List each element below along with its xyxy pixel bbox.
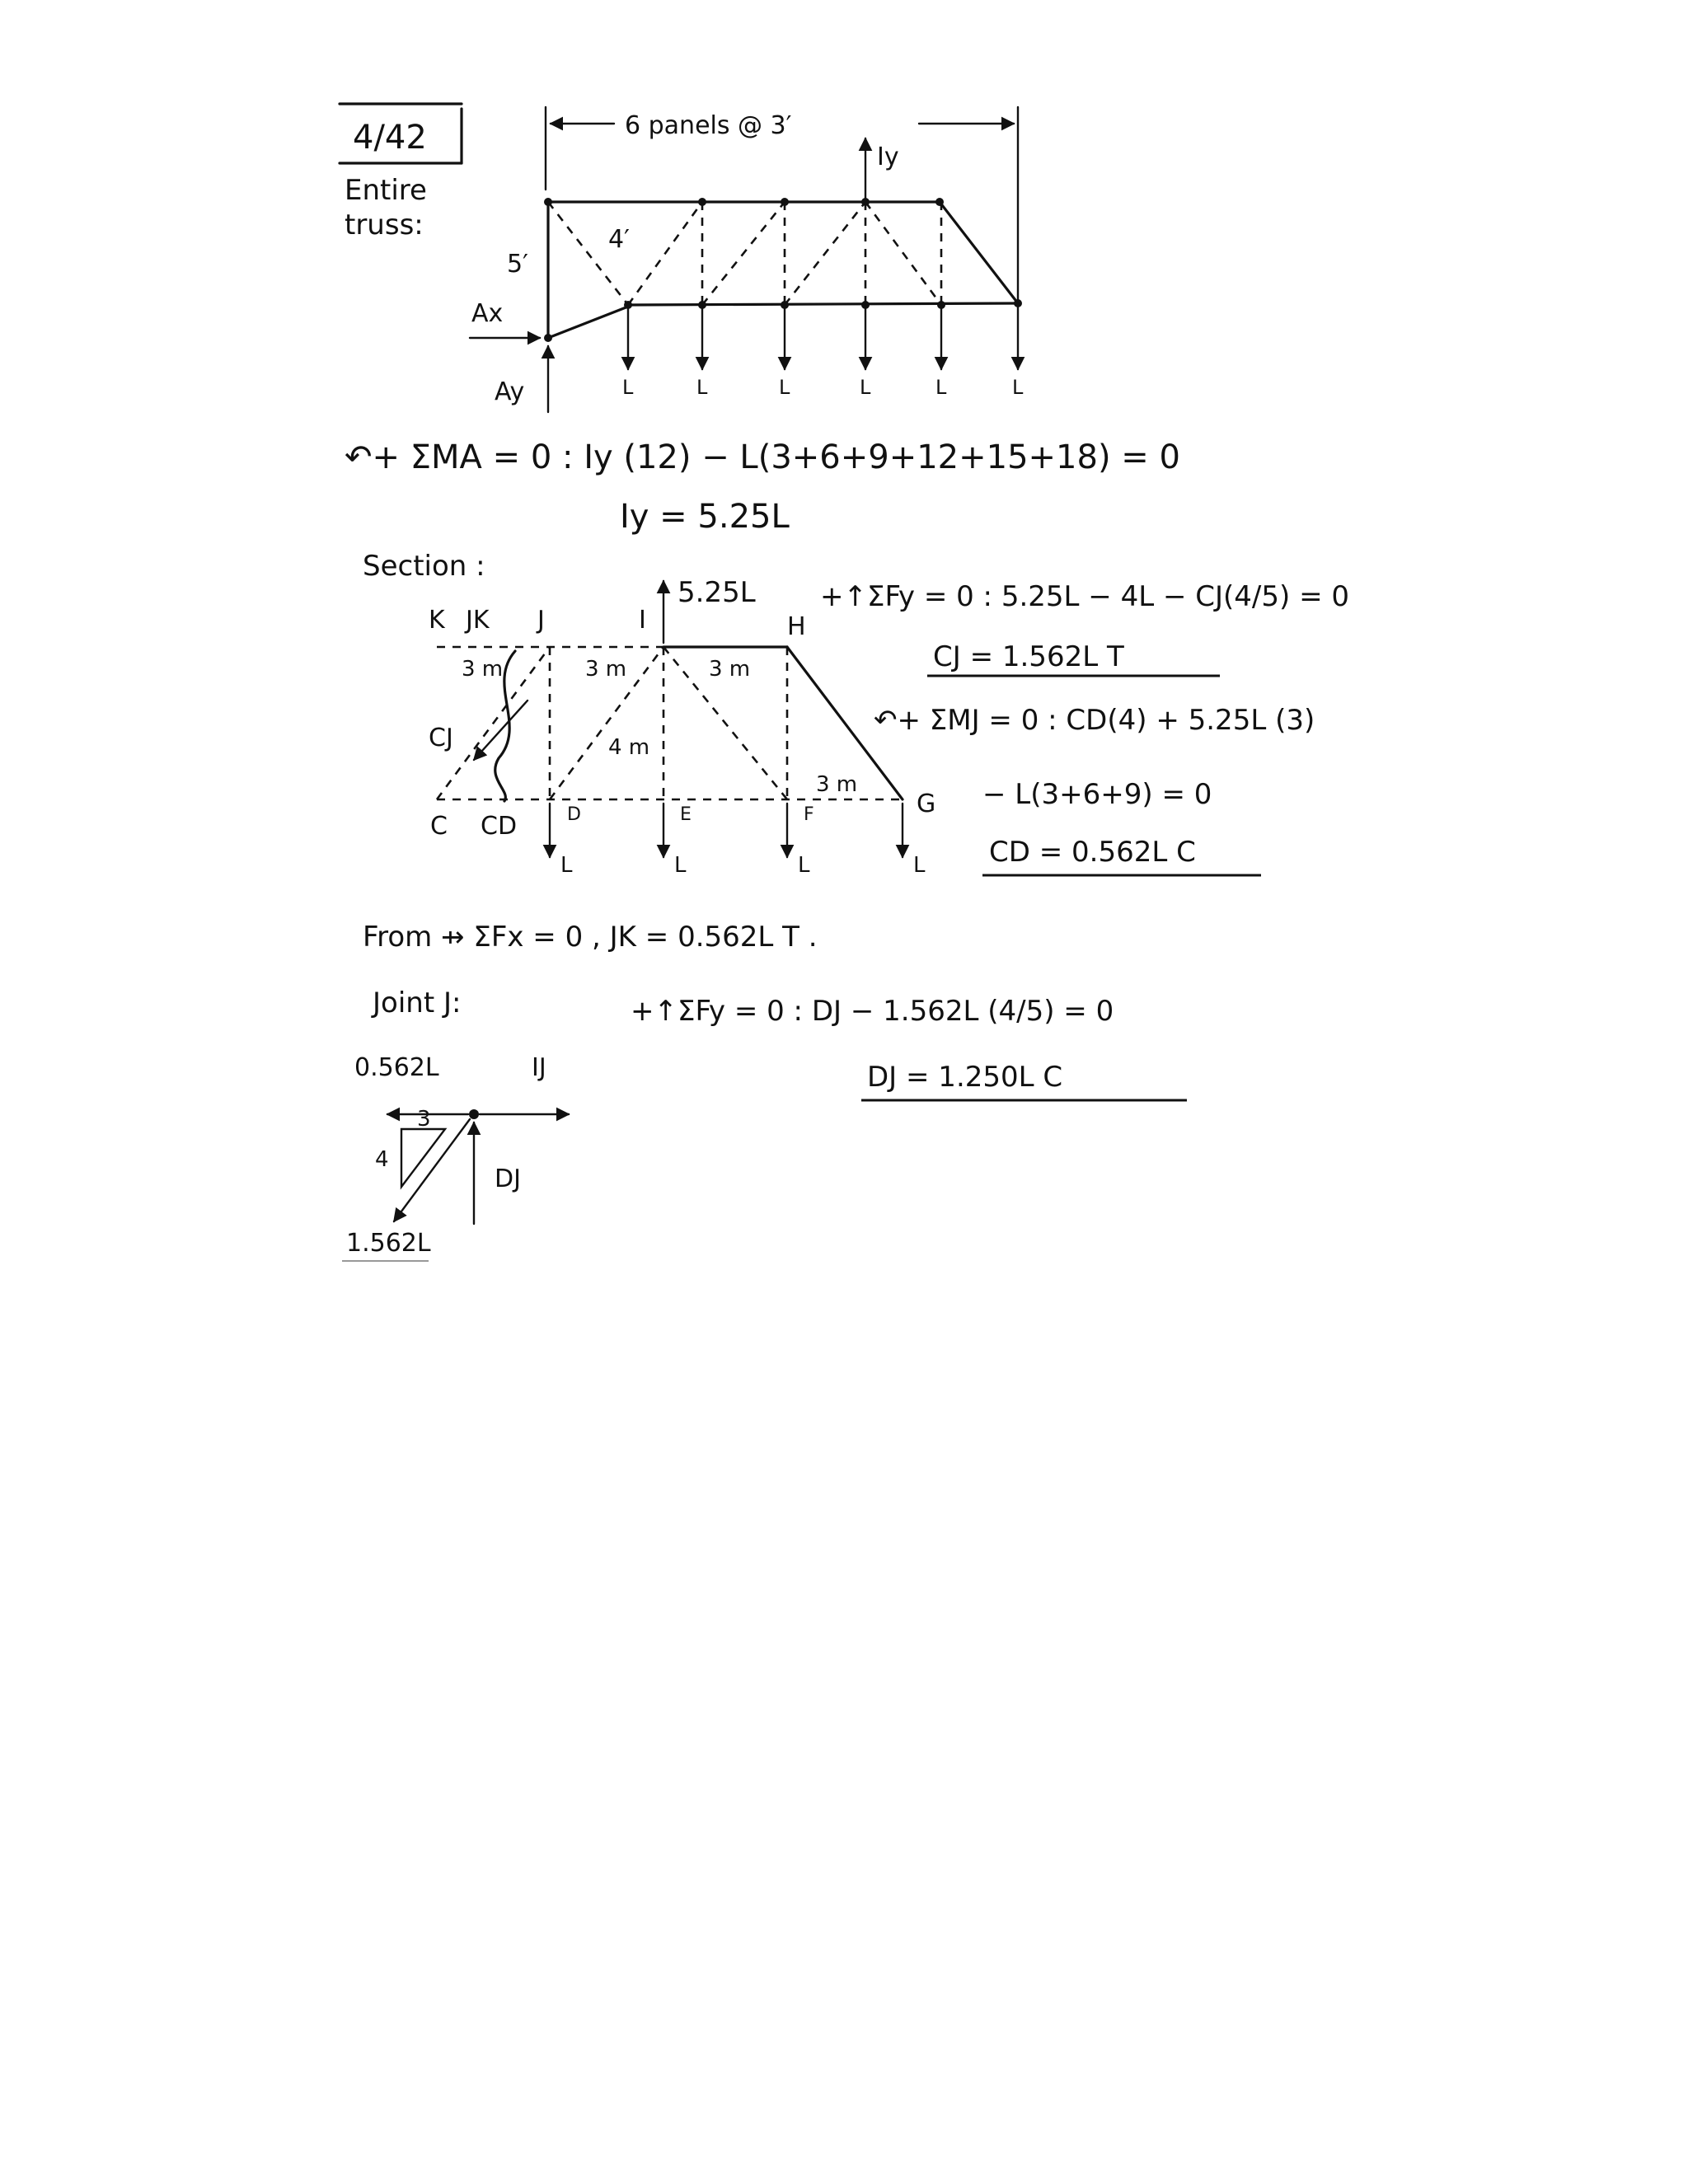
force-left-label: 0.562L bbox=[354, 1053, 439, 1082]
force-I-label: 5.25L bbox=[678, 576, 756, 609]
dim-3m-b: 3 m bbox=[585, 657, 627, 682]
web-8 bbox=[865, 202, 941, 305]
node-CD: CD bbox=[481, 812, 518, 841]
force-DJ-label: DJ bbox=[495, 1165, 521, 1193]
problem-number: 4/42 bbox=[353, 119, 427, 157]
triangle-4: 4 bbox=[375, 1147, 389, 1172]
dim-3m-c: 3 m bbox=[709, 657, 751, 682]
web-6 bbox=[785, 202, 865, 305]
load-label: L bbox=[1012, 376, 1024, 399]
joint bbox=[1014, 299, 1022, 307]
web-2 bbox=[628, 202, 702, 305]
end-diagonal bbox=[940, 202, 1018, 303]
node-F: F bbox=[804, 804, 814, 825]
load-label: L bbox=[696, 376, 708, 399]
joint bbox=[698, 198, 706, 206]
moment-equation-A: ↶+ ΣMA = 0 : Iy (12) − L(3+6+9+12+15+18) = 0 bbox=[345, 438, 1180, 476]
load-label: L bbox=[674, 853, 687, 878]
joint bbox=[544, 334, 552, 342]
node-D: D bbox=[567, 804, 581, 825]
reaction-Ay-label: Ay bbox=[495, 377, 525, 406]
joint bbox=[624, 301, 632, 309]
result-DJ: DJ = 1.250L C bbox=[867, 1061, 1063, 1094]
load-label: L bbox=[622, 376, 634, 399]
entire-label-line1: Entire bbox=[345, 174, 427, 207]
dim-4m: 4 m bbox=[608, 735, 650, 760]
load-label: L bbox=[913, 853, 926, 878]
node-H: H bbox=[787, 612, 806, 641]
joint-eq-fy: +↑ΣFy = 0 : DJ − 1.562L (4/5) = 0 bbox=[631, 995, 1114, 1028]
joint bbox=[781, 301, 789, 309]
eq-moment-J: ↶+ ΣMJ = 0 : CD(4) + 5.25L (3) bbox=[874, 704, 1315, 737]
eq-sum-fy: +↑ΣFy = 0 : 5.25L − 4L − CJ(4/5) = 0 bbox=[820, 580, 1349, 613]
section-loads bbox=[550, 804, 926, 878]
truss-diagram bbox=[544, 198, 1022, 342]
node-JK: JK bbox=[466, 606, 490, 635]
result-Iy: Iy = 5.25L bbox=[620, 498, 790, 536]
dim-top-label: 6 panels @ 3′ bbox=[625, 111, 792, 140]
node-E: E bbox=[680, 804, 692, 825]
joint bbox=[781, 198, 789, 206]
node-K: K bbox=[429, 606, 445, 635]
load-label: L bbox=[860, 376, 871, 399]
height-dim-5ft: 5′ bbox=[507, 250, 528, 279]
eq-sum-fx: From ⇸ ΣFx = 0 , JK = 0.562L T . bbox=[363, 921, 818, 954]
joint-J-label: Joint J: bbox=[373, 987, 462, 1019]
node-G: G bbox=[917, 790, 936, 818]
load-label: L bbox=[779, 376, 790, 399]
reaction-Iy-label: Iy bbox=[877, 143, 899, 171]
part-joint-J bbox=[342, 921, 1187, 1261]
section-label: Section : bbox=[363, 550, 485, 583]
joint bbox=[861, 301, 870, 309]
force-diag-label: 1.562L bbox=[346, 1229, 431, 1258]
part-entire-truss bbox=[340, 104, 1180, 536]
joint bbox=[544, 198, 552, 206]
slope-triangle bbox=[401, 1129, 445, 1187]
force-IJ-label: IJ bbox=[532, 1053, 546, 1082]
joint-J-dot bbox=[469, 1109, 479, 1119]
joint bbox=[698, 301, 706, 309]
eq-moment-J-cont: − L(3+6+9) = 0 bbox=[982, 778, 1212, 811]
web-4 bbox=[702, 202, 785, 305]
node-C: C bbox=[430, 812, 448, 841]
triangle-3: 3 bbox=[417, 1107, 431, 1132]
dim-3m-d: 3 m bbox=[816, 772, 858, 797]
joint bbox=[861, 198, 870, 206]
result-CD: CD = 0.562L C bbox=[989, 836, 1196, 869]
dim-3m-a: 3 m bbox=[462, 657, 504, 682]
bottom-chord bbox=[628, 303, 1018, 305]
bottom-left-member bbox=[548, 307, 628, 338]
result-CJ: CJ = 1.562L T bbox=[933, 640, 1124, 673]
member-CJ-arrow bbox=[474, 701, 528, 760]
node-J: J bbox=[537, 606, 545, 635]
node-I: I bbox=[639, 606, 646, 635]
part-section bbox=[363, 550, 1349, 878]
reaction-Ax-label: Ax bbox=[471, 299, 504, 328]
force-diag-arrow bbox=[394, 1119, 470, 1221]
applied-loads bbox=[622, 307, 1024, 399]
load-label: L bbox=[798, 853, 810, 878]
load-label: L bbox=[560, 853, 573, 878]
member-CJ-label: CJ bbox=[429, 724, 453, 752]
joint bbox=[935, 198, 944, 206]
load-label: L bbox=[935, 376, 947, 399]
entire-label-line2: truss: bbox=[345, 209, 424, 241]
joint bbox=[937, 301, 945, 309]
panel-dim-4ft: 4′ bbox=[608, 225, 630, 254]
